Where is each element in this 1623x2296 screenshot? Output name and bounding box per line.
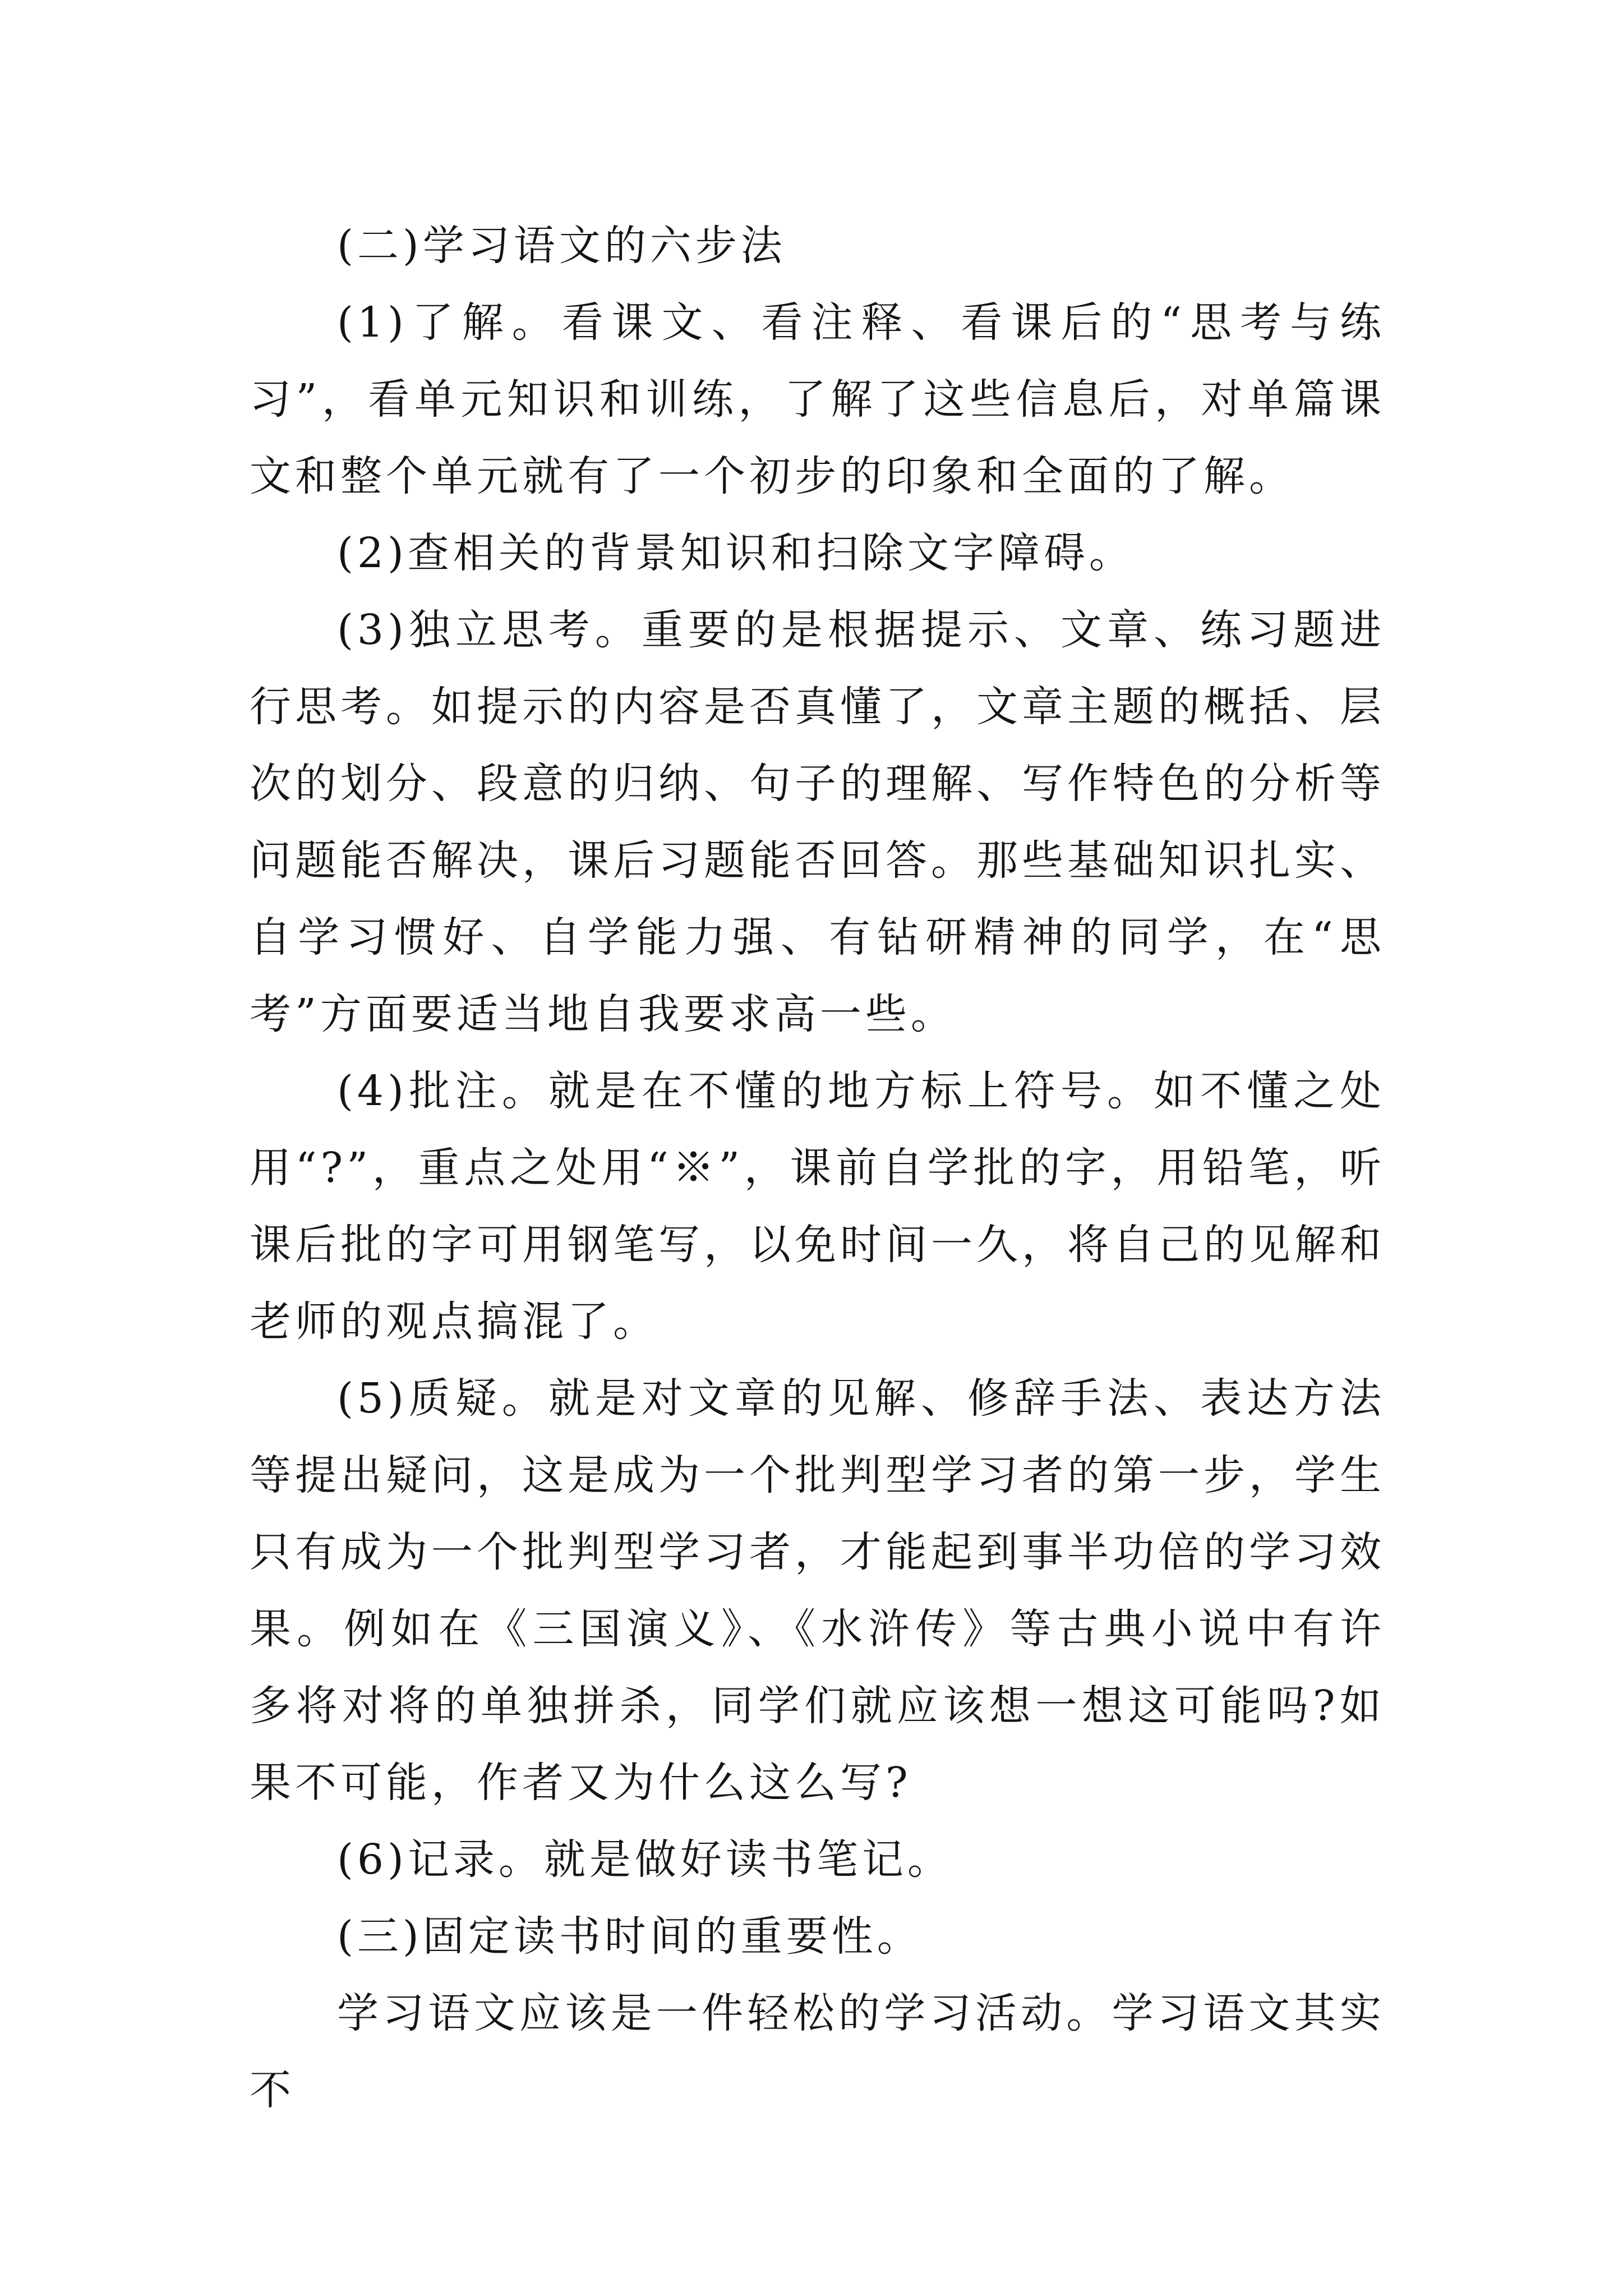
section-heading-reading-time: (三)固定读书时间的重要性。 [337, 1912, 923, 1961]
document-body [250, 208, 1385, 2129]
paragraph-step-4-annotate: (4)批注。就是在不懂的地方标上符号。如不懂之处用“?”，重点之处用“※”，课前自学批的字，用铅笔，听课后批的字可用钢笔写，以免时间一久，将自己的见解和老师的观点搞混了。 [250, 1067, 1385, 1346]
paragraph-step-3-think: (3)独立思考。重要的是根据提示、文章、练习题进行思考。如提示的内容是否真懂了，文章主题的概括、层次的划分、段意的归纳、句子的理解、写作特色的分析等问题能否解决，课后习题能否回答。那些基础知识扎实、自学习惯好、自学能力强、有钻研精神的同学，在“思考”方面要适当地自我要求高一些。 [250, 606, 1385, 1038]
paragraph-step-2-background: (2)查相关的背景知识和扫除文字障碍。 [337, 529, 1135, 577]
paragraph-step-5-question: (5)质疑。就是对文章的见解、修辞手法、表达方法等提出疑问，这是成为一个批判型学习者的第一步，学生只有成为一个批判型学习者，才能起到事半功倍的学习效果。例如在《三国演义》、《水浒传》等古典小说中有许多将对将的单独拼杀，同学们就应该想一想这可能吗?如果不可能，作者又为什么这么写? [250, 1374, 1385, 1807]
paragraph-step-1-understand: (1)了解。看课文、看注释、看课后的“思考与练习”，看单元知识和训练，了解了这些信息后，对单篇课文和整个单元就有了一个初步的印象和全面的了解。 [250, 298, 1385, 500]
paragraph-step-6-record: (6)记录。就是做好读书笔记。 [337, 1835, 953, 1884]
section-heading-six-steps: (二)学习语文的六步法 [337, 222, 786, 270]
paragraph-closing: 学习语文应该是一件轻松的学习活动。学习语文其实不 [250, 1989, 1385, 2114]
